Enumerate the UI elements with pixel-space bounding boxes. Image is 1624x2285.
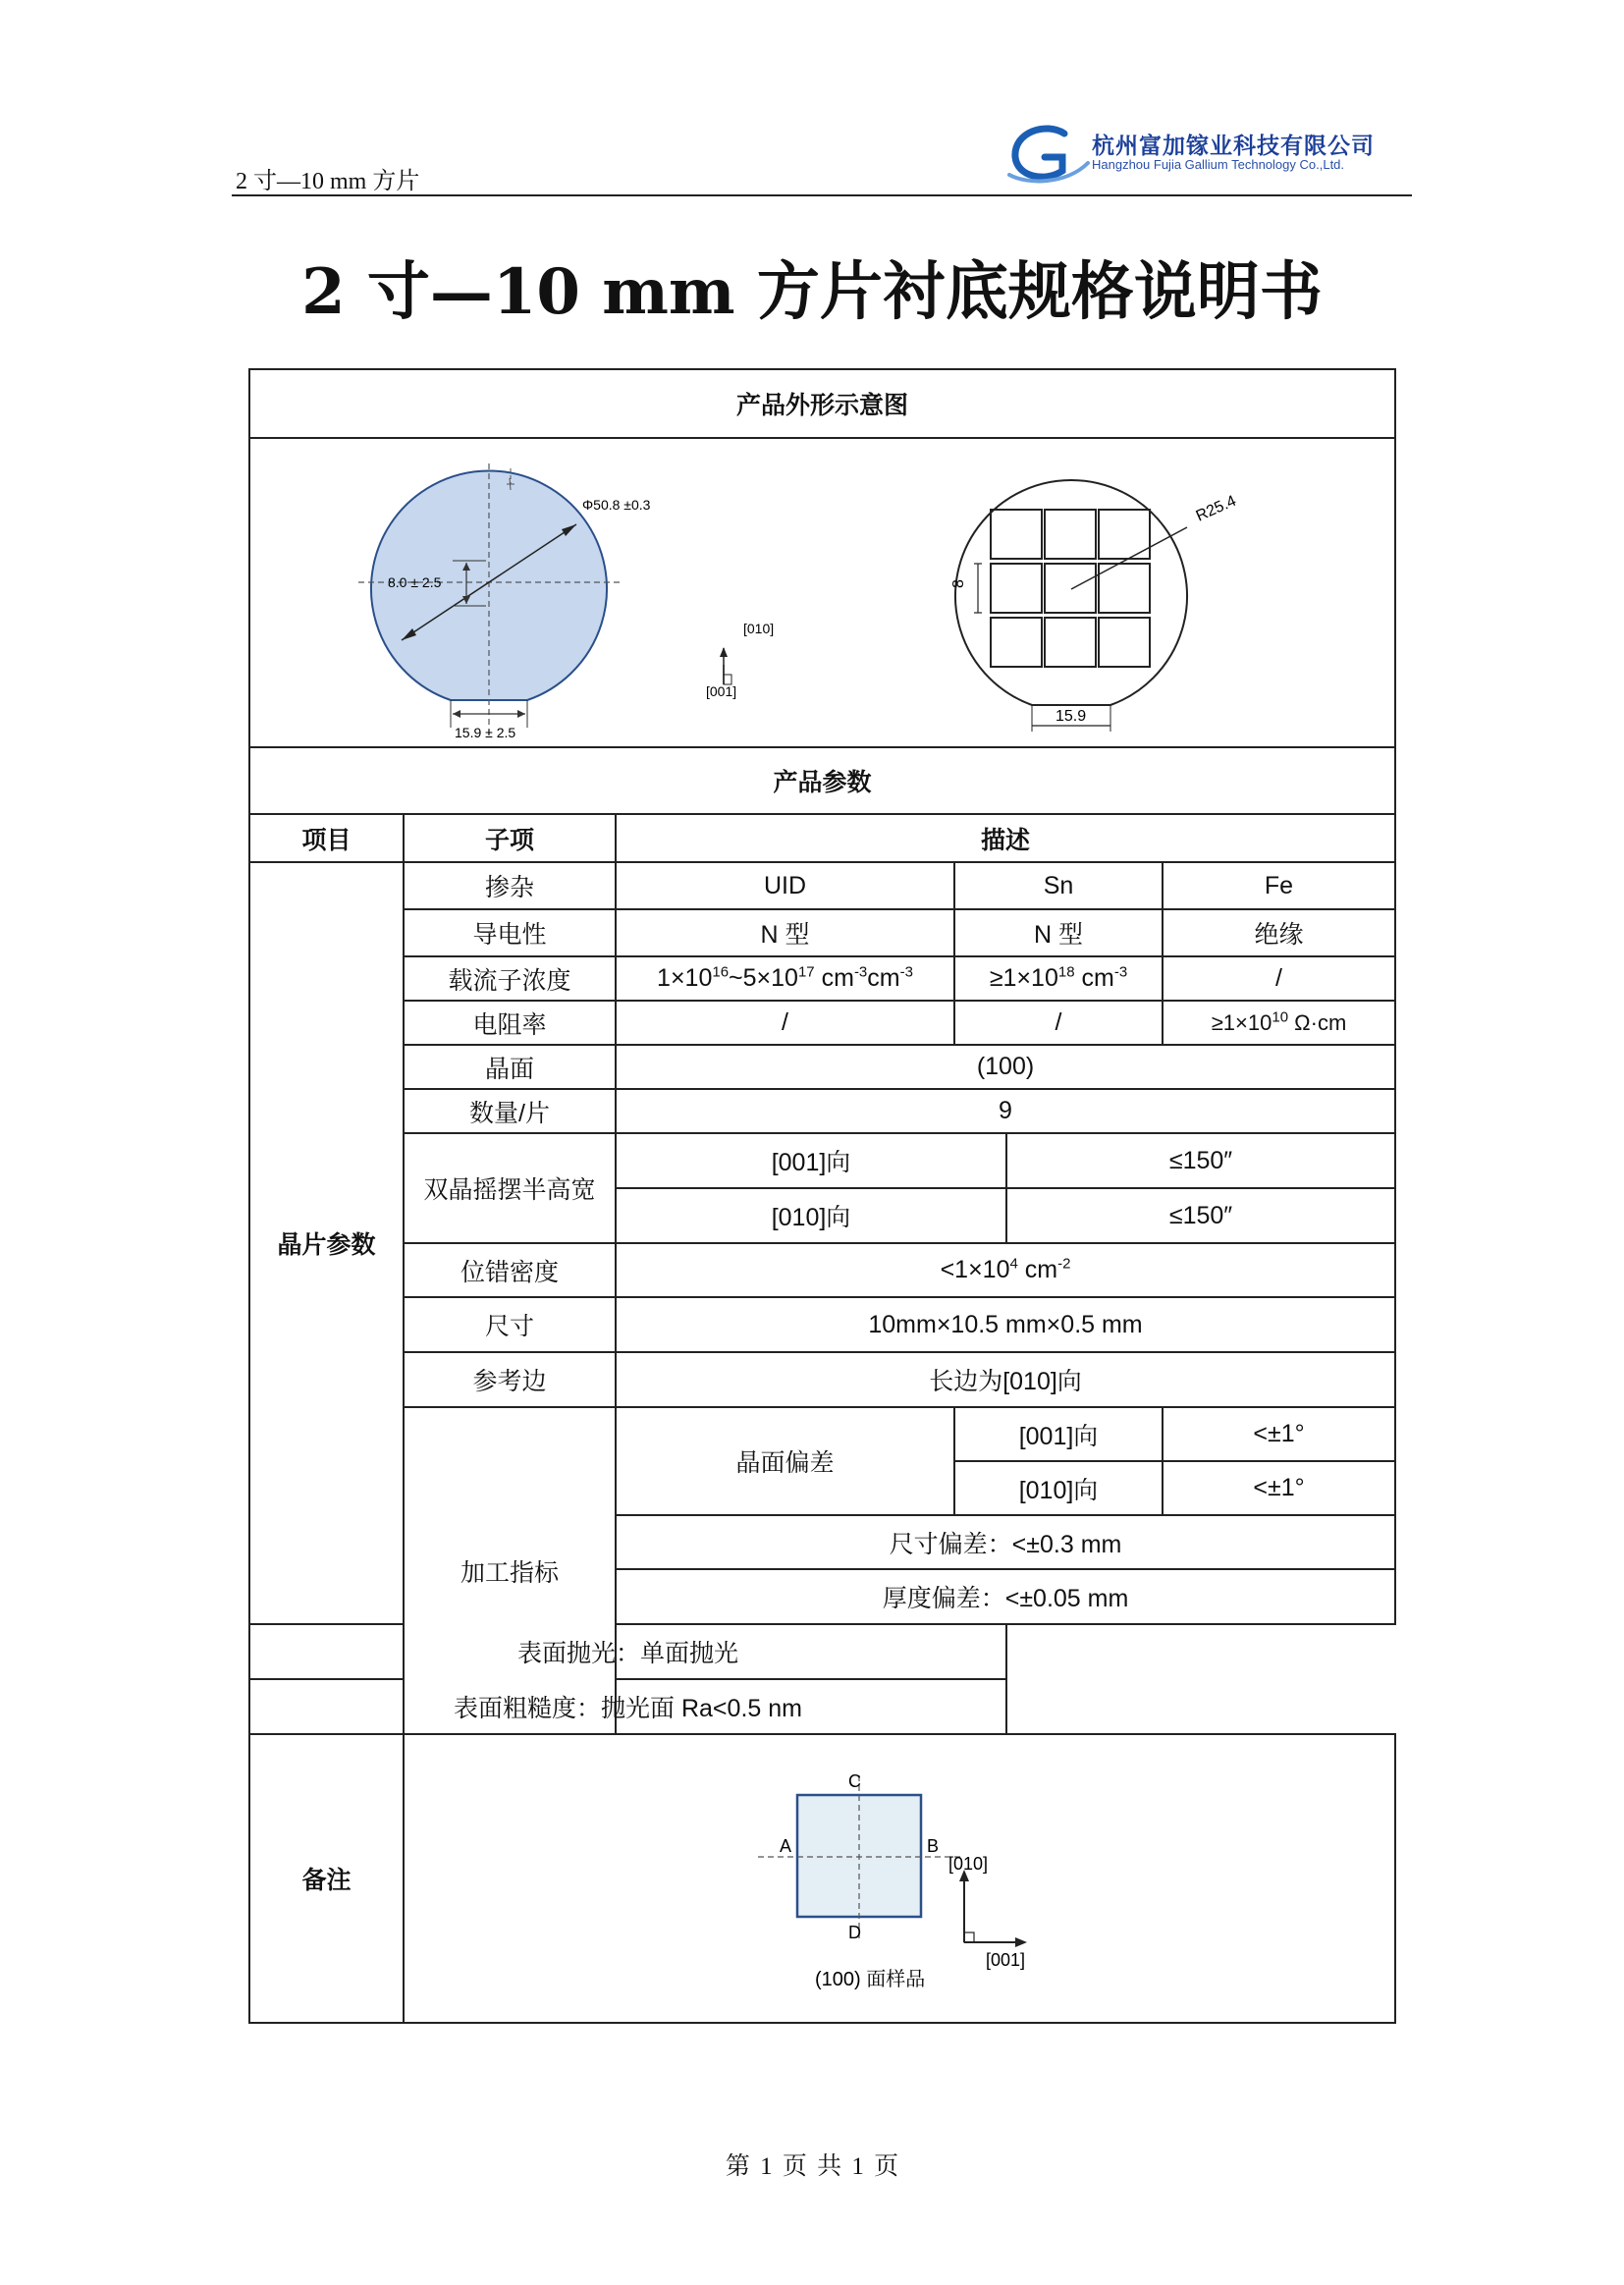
doping-fe: Fe bbox=[1163, 862, 1395, 909]
xrd-001-dir: [001]向 bbox=[616, 1133, 1006, 1188]
company-logo bbox=[1007, 124, 1420, 187]
carrier-sn: $\ge 1\times 10^{18}$ $cm^{-3}$ bbox=[954, 956, 1163, 1001]
point-b: B bbox=[927, 1836, 940, 1856]
company-name-en: Hangzhou Fujia Gallium Technology Co.,Ltd. bbox=[1092, 157, 1345, 172]
point-d: D bbox=[848, 1923, 861, 1942]
diameter-label: Φ50.8 ±0.3 bbox=[582, 497, 651, 513]
axis-010-label: [010] bbox=[743, 621, 775, 636]
conductivity-uid: N 型 bbox=[616, 909, 954, 956]
quantity-label: 数量/片 bbox=[404, 1089, 616, 1133]
resistivity-sn: / bbox=[954, 1001, 1163, 1045]
xrd-010-dir: [010]向 bbox=[616, 1188, 1006, 1243]
remark-axis-010: [010] bbox=[948, 1854, 989, 1874]
size-label: 尺寸 bbox=[404, 1297, 616, 1352]
carrier-uid: $1\times 10^{16}\sim 5\times 10^{17}$ $cm^{-3}cm^{-3}$ bbox=[616, 956, 954, 1001]
doping-label: 掺杂 bbox=[404, 862, 616, 909]
spec-table bbox=[248, 368, 1396, 2024]
sample-caption: (100) 面样品 bbox=[815, 1969, 926, 1990]
remark-axis-001: [001] bbox=[986, 1950, 1026, 1970]
group-wafer-params: 晶片参数 bbox=[249, 862, 404, 1624]
conductivity-fe: 绝缘 bbox=[1163, 909, 1395, 956]
g-swoosh-logo-icon bbox=[1007, 124, 1090, 187]
carrier-fe: / bbox=[1163, 956, 1395, 1001]
offcut-label: 晶面偏差 bbox=[616, 1407, 954, 1515]
doping-sn: Sn bbox=[954, 862, 1163, 909]
xrd-010-value: ≤150″ bbox=[1006, 1188, 1395, 1243]
offcut-001-dir: [001]向 bbox=[954, 1407, 1163, 1461]
quantity-value: 9 bbox=[616, 1089, 1395, 1133]
orientation-value: (100) bbox=[616, 1045, 1395, 1089]
doping-uid: UID bbox=[616, 862, 954, 909]
point-c: C bbox=[848, 1771, 861, 1791]
header-description: 描述 bbox=[616, 814, 1395, 862]
remark-diagram-cell bbox=[404, 1734, 1395, 2023]
offcut-001-value: <±1° bbox=[1163, 1407, 1395, 1461]
remark-label: 备注 bbox=[249, 1734, 404, 2023]
size-value: 10mm×10.5 mm×0.5 mm bbox=[616, 1297, 1395, 1352]
conductivity-sn: N 型 bbox=[954, 909, 1163, 956]
dislocation-value: $<1\times 10^4$ $cm^{-2}$ bbox=[616, 1243, 1395, 1297]
conductivity-label: 导电性 bbox=[404, 909, 616, 956]
shape-diagram-cell bbox=[249, 438, 1395, 747]
resistivity-fe: $\ge 1\times 10^{10}$ Ω·cm bbox=[1163, 1001, 1395, 1045]
point-a: A bbox=[780, 1836, 792, 1856]
resistivity-uid: / bbox=[616, 1001, 954, 1045]
header-subitem: 子项 bbox=[404, 814, 616, 862]
page-footer: 第 1 页 共 1 页 bbox=[725, 2153, 899, 2180]
offcut-010-dir: [010]向 bbox=[954, 1461, 1163, 1515]
shape-diagram bbox=[250, 439, 1392, 746]
orientation-label: 晶面 bbox=[404, 1045, 616, 1089]
radius-label: R25.4 bbox=[1193, 492, 1239, 525]
processing-label: 加工指标 bbox=[404, 1407, 616, 1734]
carrier-label: 载流子浓度 bbox=[404, 956, 616, 1001]
dislocation-label: 位错密度 bbox=[404, 1243, 616, 1297]
thickness-tolerance: 厚度偏差：<±0.05 mm bbox=[616, 1569, 1395, 1624]
ref-edge-label: 参考边 bbox=[404, 1352, 616, 1407]
header-rule bbox=[232, 194, 1412, 196]
axis-001-label: [001] bbox=[706, 683, 737, 699]
flat-width-label: 15.9 ± 2.5 bbox=[455, 725, 516, 740]
square-side-label: 8 bbox=[950, 579, 967, 588]
company-name-cn: 杭州富加镓业科技有限公司 bbox=[1092, 133, 1375, 158]
surface-roughness: 表面粗糙度：抛光面 Ra<0.5 nm bbox=[249, 1679, 1006, 1734]
ref-edge-value: 长边为[010]向 bbox=[616, 1352, 1395, 1407]
xrd-label: 双晶摇摆半高宽 bbox=[404, 1133, 616, 1243]
wafer-outline-diagram bbox=[358, 463, 774, 740]
surface-polish: 表面抛光：单面抛光 bbox=[249, 1624, 1006, 1679]
xrd-001-value: ≤150″ bbox=[1006, 1133, 1395, 1188]
cut-flat-width-label: 15.9 bbox=[1056, 708, 1087, 725]
sample-orientation-diagram bbox=[405, 1736, 1394, 2021]
flat-height-label: 8.0 ± 2.5 bbox=[388, 574, 442, 590]
header-item: 项目 bbox=[249, 814, 404, 862]
size-tolerance: 尺寸偏差：<±0.3 mm bbox=[616, 1515, 1395, 1569]
header-doc-name: 2 寸—10 mm 方片 bbox=[236, 169, 420, 194]
resistivity-label: 电阻率 bbox=[404, 1001, 616, 1045]
section-params-title: 产品参数 bbox=[249, 747, 1395, 814]
offcut-010-value: <±1° bbox=[1163, 1461, 1395, 1515]
document-title: 2 寸—10 mm 方片衬底规格说明书 bbox=[301, 255, 1323, 329]
section-shape-title: 产品外形示意图 bbox=[249, 369, 1395, 438]
wafer-cut-layout-diagram bbox=[950, 480, 1239, 732]
